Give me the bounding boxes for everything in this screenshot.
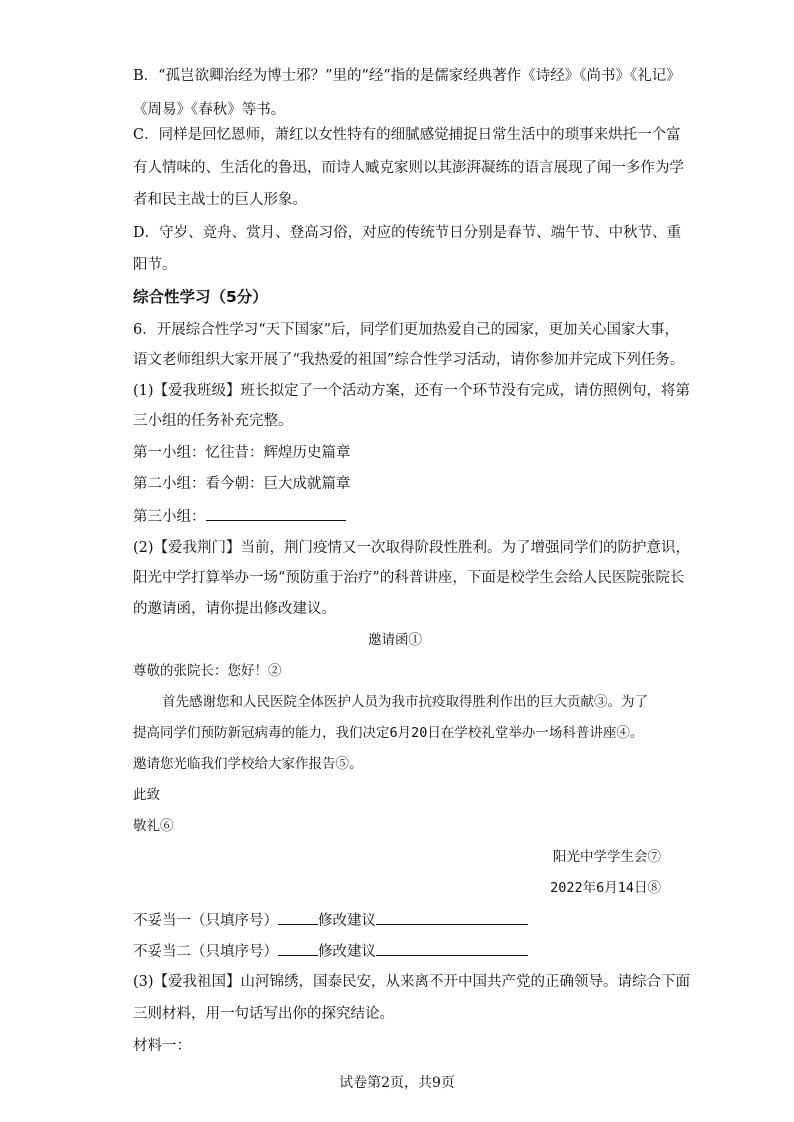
letter-body-line2: 提高同学们预防新冠病毒的能力，我们决定6月20日在学校礼堂举办一场科普讲座④。 [133,725,644,741]
option-c-line1: C．同样是回忆恩师，萧红以女性特有的细腻感觉捕捉日常生活中的琐事来烘托一个富 [133,127,681,143]
page-footer: 试卷第2页，共9页 [339,1075,455,1091]
q6-part2-line3: 的邀请函，请你提出修改建议。 [133,601,336,617]
option-b-line1: B．“孤岂欲卿治经为博士邪？”里的“经”指的是儒家经典著作《诗经》《尚书》《礼记》 [133,68,681,84]
letter-date: 2022年6月14日⑧ [550,880,661,896]
q6-part2-line1: (2)【爱我荆门】当前，荆门疫情又一次取得阶段性胜利。为了增强同学们的防护意识， [133,540,691,556]
q6-intro-line1: 6．开展综合性学习“天下国家”后，同学们更加热爱自己的园家，更加关心国家大事， [133,322,680,338]
q6-intro-line2: 语文老师组织大家开展了“我热爱的祖国”综合性学习活动，请你参加并完成下列任务。 [133,352,685,368]
option-c-line2: 有人情味的、生活化的鲁迅，而诗人臧克家则以其澎湃凝练的语言展现了闻一多作为学 [133,160,684,176]
option-d-line2: 阳节。 [133,257,177,273]
answer1-label: 不妥当一（只填序号） [133,913,278,929]
answer1-suggest-label: 修改建议 [318,913,376,929]
letter-closing-2: 敬礼⑥ [133,818,174,834]
letter-title: 邀请函① [368,632,422,648]
group1-task: 第一小组：忆往昔：辉煌历史篇章 [133,445,351,461]
group2-task: 第二小组：看今朝：巨大成就篇章 [133,476,351,492]
q6-part2-line2: 阳光中学打算举办一场“预防重于治疗”的科普讲座，下面是校学生会给人民医院张院长 [133,570,685,586]
group3-label: 第三小组： [133,509,206,525]
q6-part1-line2: 三小组的任务补充完整。 [133,413,293,429]
letter-salutation: 尊敬的张院长：您好！② [133,663,282,679]
letter-body-line1: 首先感谢您和人民医院全体医护人员为我市抗疫取得胜利作出的巨大贡献③。为了 [162,694,648,710]
letter-body-line3: 邀请您光临我们学校给大家作报告⑤。 [133,756,363,772]
option-d-line1: D．守岁、竞舟、赏月、登高习俗，对应的传统节日分别是春节、端午节、中秋节、重 [133,225,682,241]
material-1-label: 材料一： [133,1038,191,1054]
answer1-number-blank[interactable] [278,910,318,925]
group3-task [133,506,346,527]
letter-closing-1: 此致 [133,787,160,803]
option-c-line3: 者和民主战士的巨人形象。 [133,192,307,208]
answer2-number-blank[interactable] [278,941,318,956]
answer1-suggest-blank[interactable] [376,910,528,925]
answer-row-1 [133,910,528,931]
section-heading: 综合性学习（5分） [133,288,268,306]
q6-part3-line2: 三则材料，用一句话写出你的探究结论。 [133,1006,394,1022]
answer2-suggest-label: 修改建议 [318,944,376,960]
letter-signature: 阳光中学学生会⑦ [553,849,661,865]
answer2-suggest-blank[interactable] [376,941,528,956]
q6-part1-line1: (1)【爱我班级】班长拟定了一个活动方案，还有一个环节没有完成，请仿照例句，将第 [133,383,691,399]
group3-answer-blank[interactable] [206,506,346,521]
answer2-label: 不妥当二（只填序号） [133,944,278,960]
q6-part3-line1: (3)【爱我祖国】山河锦绣，国泰民安，从来离不开中国共产党的正确领导。请综合下面 [133,974,691,990]
option-b-line2: 《周易》《春秋》等书。 [133,102,286,118]
answer-row-2 [133,941,528,962]
